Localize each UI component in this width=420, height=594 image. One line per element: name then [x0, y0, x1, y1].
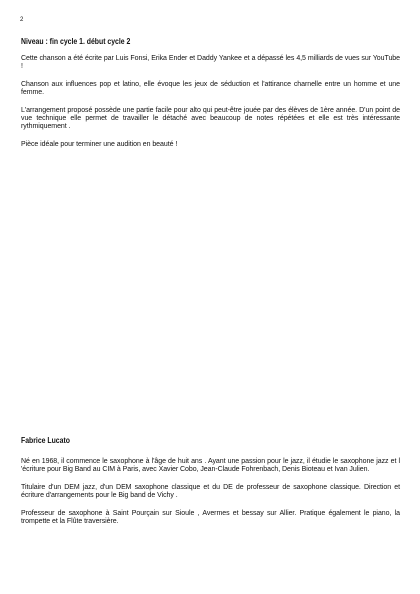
- paragraph-arrangement: L'arrangement proposé possède une partie facile pour alto qui peut-être jouée par des élèves de 1ère année. D'un point de vue technique elle permet de travailler le détaché avec beaucoup de notes répétées et elle est très intéressante rythmiquement .: [21, 107, 400, 130]
- piece-description: [21, 37, 400, 159]
- author-bio: [21, 436, 400, 536]
- page-number: 2: [20, 17, 24, 23]
- paragraph-bio-early: Né en 1968, il commence le saxophone à l'âge de huit ans . Ayant une passion pour le jazz, il étudie le saxophone jazz et l 'écriture pour Big Band au CIM à Paris, avec Xavier Cobo, Jean-Claude Fohrenbach, Denis Bioteau et Ivan Julien.: [21, 458, 400, 473]
- paragraph-bio-diplomas: Titulaire d'un DEM jazz, d'un DEM saxophone classique et du DE de professeur de saxophone classique. Direction et écriture d'arrangements pour le Big band de Vichy .: [21, 484, 400, 499]
- paragraph-bio-teaching: Professeur de saxophone à Saint Pourçain sur Sioule , Avermes et bessay sur Allier. Pratique également le piano, la trompette et la Flûte traversière.: [21, 510, 400, 525]
- paragraph-recommendation: Pièce idéale pour terminer une audition en beauté !: [21, 141, 178, 148]
- paragraph-song-influences: Chanson aux influences pop et latino, elle évoque les jeux de séduction et l'attirance charnelle entre un homme et une femme.: [21, 81, 400, 96]
- paragraph-song-authors: Cette chanson a été écrite par Luis Fonsi, Erika Ender et Daddy Yankee et a dépassé les 4,5 milliards de vues sur YouTube !: [21, 55, 400, 70]
- author-name: Fabrice Lucato: [21, 436, 70, 445]
- level-heading: Niveau : fin cycle 1. début cycle 2: [21, 37, 131, 46]
